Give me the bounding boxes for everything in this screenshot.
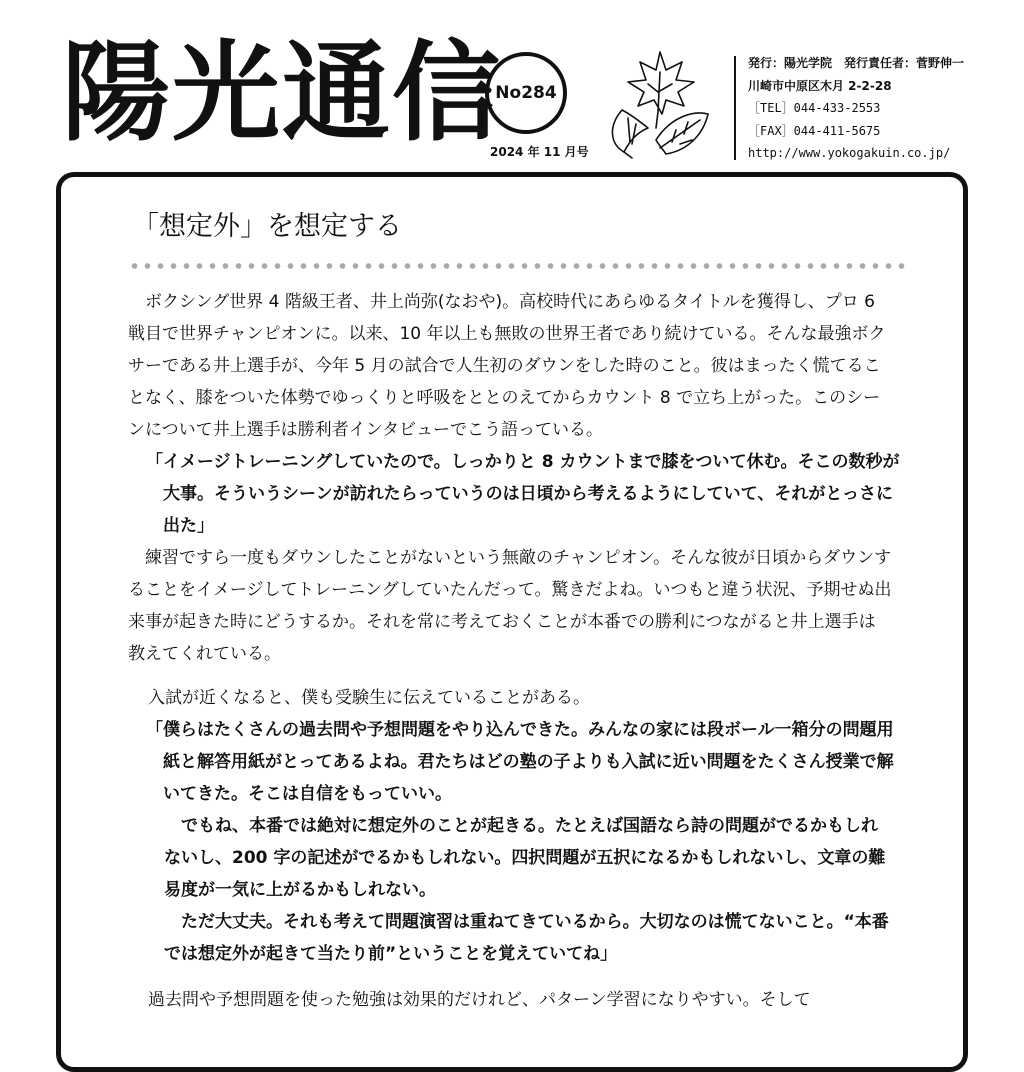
article-quote: ただ大丈夫。それも考えて問題演習は重ねてきているから。大切なのは慌てないこと。“本番では想定外が起きて当たり前”ということを覚えていてね」 (164, 912, 889, 964)
newsletter-title: 陽光通信 (62, 31, 503, 156)
publisher-line: 発行：陽光学院 発行責任者：菅野伸一 (748, 56, 965, 70)
maple-leaf-icon (628, 52, 694, 114)
article-paragraph: ボクシング世界 4 階級王者、井上尚弥(なおや)。高校時代にあらゆるタイトルを獲得し、プロ 6 戦目で世界チャンピオンに。以来、10 年以上も無敗の世界王者であり続けている。そんな最強ボクサーである井上選手が、今年 5 月の試合で人生初のダウンをした時のこと。彼はまったく慌てることなく、膝をついた体勢でゆっくりと呼吸をととのえてからカウント 8 で立ち上がった。このシーンについて井上選手は勝利者インタビューでこう語っている。 (128, 292, 886, 440)
autumn-leaves-illustration (600, 48, 712, 160)
publisher-tel: ［TEL］044-433-2553 (748, 101, 881, 115)
publisher-url[interactable]: http://www.yokogakuin.co.jp/ (748, 146, 951, 160)
publisher-fax: ［FAX］044-411-5675 (748, 123, 881, 138)
publisher-info (748, 52, 964, 165)
article-paragraph: 入試が近くなると、僕も受験生に伝えていることがある。 (148, 688, 590, 708)
ginkgo-leaf-icon (612, 110, 648, 152)
issue-date: 2024 年 11 月号 (490, 145, 589, 159)
article-quote: 「イメージトレーニングしていたので。しっかりと 8 カウントまで膝をついて休む。そこの数秒が大事。そういうシーンが訪れたらっていうのは日頃から考えるようにしていて、それがとっさに出た」 (146, 452, 900, 536)
publisher-divider (734, 56, 736, 160)
issue-number-badge: No284 (485, 52, 567, 134)
dotted-divider (128, 262, 908, 270)
article-title: 「想定外」を想定する (132, 211, 402, 242)
article-quote: でもね、本番では絶対に想定外のことが起きる。たとえば国語なら詩の問題がでるかもしれないし、200 字の記述がでるかもしれない。四択問題が五択になるかもしれないし、文章の難易度が一気に上がるかもしれない。 (164, 816, 886, 900)
article-quote: 「僕らはたくさんの過去問や予想問題をやり込んできた。みんなの家には段ボール一箱分の問題用紙と解答用紙がとってあるよね。君たちはどの塾の子よりも入試に近い問題をたくさん授業で解いてきた。そこは自信をもっていい。 (146, 720, 894, 804)
article-paragraph: 練習ですら一度もダウンしたことがないという無敵のチャンピオン。そんな彼が日頃からダウンすることをイメージしてトレーニングしていたんだって。驚きだよね。いつもと違う状況、予期せぬ出来事が起きた時にどうするか。それを常に考えておくことが本番での勝利につながると井上選手は教えてくれている。 (128, 548, 892, 664)
article-paragraph: 過去問や予想問題を使った勉強は効果的だけれど、パターン学習になりやすい。そして (148, 990, 811, 1010)
publisher-address: 川崎市中原区木月 2-2-28 (748, 78, 892, 93)
